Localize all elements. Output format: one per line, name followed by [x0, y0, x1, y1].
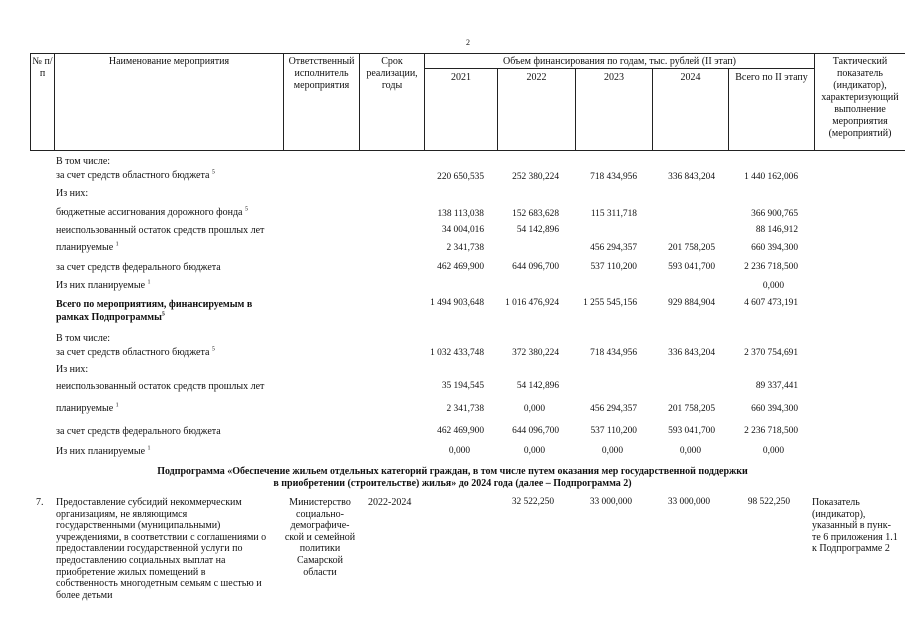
value-2024: 336 843,204	[668, 172, 715, 182]
value-2023: 115 311,718	[590, 209, 637, 219]
header-year-2022: 2022	[526, 72, 547, 83]
value-2021: 1 032 433,748	[430, 348, 484, 358]
value-2022: 54 142,896	[516, 381, 559, 391]
value-2024: 336 843,204	[668, 348, 715, 358]
row-label: за счет средств областного бюджета $^5$	[56, 169, 215, 181]
header-num: № п/п	[32, 56, 53, 79]
value-2021: 2 341,738	[446, 243, 484, 253]
row-label: планируемые $^1$	[56, 241, 119, 253]
row-label: Всего по мероприятиям, финансируемым в рамках Подпрограммы$^5$	[56, 299, 253, 323]
value-total: 98 522,250	[747, 497, 790, 507]
value-total: 2 236 718,500	[744, 426, 798, 436]
value-2024: 593 041,700	[668, 426, 715, 436]
value-2021: 220 650,535	[437, 172, 484, 182]
value-2023: 718 434,956	[590, 348, 637, 358]
row-label: Из них:	[56, 188, 89, 199]
value-total: 88 146,912	[755, 225, 798, 235]
value-2022: 152 683,628	[512, 209, 559, 219]
value-2024: 0,000	[679, 446, 701, 456]
header-term: Срок реализации, годы	[366, 56, 418, 91]
row-label: планируемые $^1$	[56, 402, 119, 414]
value-total: 660 394,300	[751, 404, 798, 414]
value-2021: 1 494 903,648	[430, 298, 484, 308]
value-2022: 644 096,700	[512, 426, 559, 436]
subprogram-title: Подпрограмма «Обеспечение жильем отдельных категорий граждан, в том числе путем оказания мер государственной поддержки в приобретении (строительстве) жилья» до 2024 года (далее – Подпрограмма 2)	[157, 466, 748, 489]
item-7-name: Предоставление субсидий некоммерческим организациям, не являющимся государственными (муниципальными) учреждениями, в соответствии с соглашениями о предоставлении государственной услуги по предоставлению социальных выплат на приобретение жилых помещений в собственность многодетным семьям с шестью и более детьми	[56, 497, 267, 601]
value-2023: 718 434,956	[590, 172, 637, 182]
value-total: 366 900,765	[751, 209, 798, 219]
value-2024: 201 758,205	[668, 243, 715, 253]
value-2023: 1 255 545,156	[583, 298, 637, 308]
header-funding: Объем финансирования по годам, тыс. рублей (II этап)	[502, 56, 736, 67]
item-7-num: 7.	[36, 497, 44, 508]
value-2021: 35 194,545	[441, 381, 484, 391]
value-total: 660 394,300	[751, 243, 798, 253]
value-2021: 0,000	[448, 446, 470, 456]
value-2023: 537 110,200	[590, 262, 637, 272]
value-2022: 0,000	[523, 404, 545, 414]
row-label: неиспользованный остаток средств прошлых лет	[56, 381, 265, 392]
value-total: 89 337,441	[755, 381, 798, 391]
value-2022: 372 380,224	[512, 348, 559, 358]
value-2022: 0,000	[523, 446, 545, 456]
row-label: Из них:	[56, 364, 89, 375]
header-year-2021: 2021	[451, 72, 471, 83]
value-2023: 537 110,200	[590, 426, 637, 436]
value-2022: 1 016 476,924	[505, 298, 559, 308]
page-number: 2	[466, 38, 470, 47]
value-2021: 462 469,900	[437, 262, 484, 272]
row-label: В том числе:	[56, 156, 111, 167]
header-year-2023: 2023	[604, 72, 624, 83]
row-label: В том числе:	[56, 333, 111, 344]
value-2023: 0,000	[601, 446, 623, 456]
item-7-indicator: Показатель (индикатор), указанный в пунк- те 6 приложения 1.1 к Подпрограмме 2	[812, 497, 898, 555]
header-total: Всего по II этапу	[735, 72, 808, 83]
value-2024: 201 758,205	[668, 404, 715, 414]
header-indicator: Тактический показатель (индикатор), характеризующий выполнение мероприятия (мероприятий)	[821, 56, 899, 139]
value-2021: 462 469,900	[437, 426, 484, 436]
row-label: Из них планируемые $^1$	[56, 445, 151, 457]
value-2021: 138 113,038	[437, 209, 484, 219]
value-2024: 929 884,904	[668, 298, 715, 308]
value-2023: 33 000,000	[589, 497, 632, 507]
value-2021: 34 004,016	[441, 225, 484, 235]
value-2024: 33 000,000	[667, 497, 710, 507]
item-7-executor: Министерство социально- демографиче- ской и семейной политики Самарской области	[284, 497, 356, 578]
row-label: Из них планируемые $^1$	[56, 279, 151, 291]
value-total: 0,000	[762, 281, 784, 291]
value-total: 2 236 718,500	[744, 262, 798, 272]
row-label: за счет средств областного бюджета $^5$	[56, 346, 215, 358]
row-label: за счет средств федерального бюджета	[56, 262, 221, 273]
header-executor: Ответственный исполнитель мероприятия	[288, 56, 355, 91]
value-total: 4 607 473,191	[744, 298, 798, 308]
value-2022: 54 142,896	[516, 225, 559, 235]
value-2024: 593 041,700	[668, 262, 715, 272]
value-2022: 644 096,700	[512, 262, 559, 272]
value-2022: 32 522,250	[511, 497, 554, 507]
row-label: за счет средств федерального бюджета	[56, 426, 221, 437]
value-total: 2 370 754,691	[744, 348, 798, 358]
header-name: Наименование мероприятия	[108, 56, 230, 67]
value-total: 0,000	[762, 446, 784, 456]
value-2022: 252 380,224	[512, 172, 559, 182]
value-2021: 2 341,738	[446, 404, 484, 414]
value-2023: 456 294,357	[590, 243, 637, 253]
value-2023: 456 294,357	[590, 404, 637, 414]
value-total: 1 440 162,006	[744, 172, 798, 182]
row-label: бюджетные ассигнования дорожного фонда $^5$	[56, 206, 248, 218]
row-label: неиспользованный остаток средств прошлых лет	[56, 225, 265, 236]
item-7-term: 2022-2024	[368, 497, 412, 508]
header-year-2024: 2024	[680, 72, 701, 83]
